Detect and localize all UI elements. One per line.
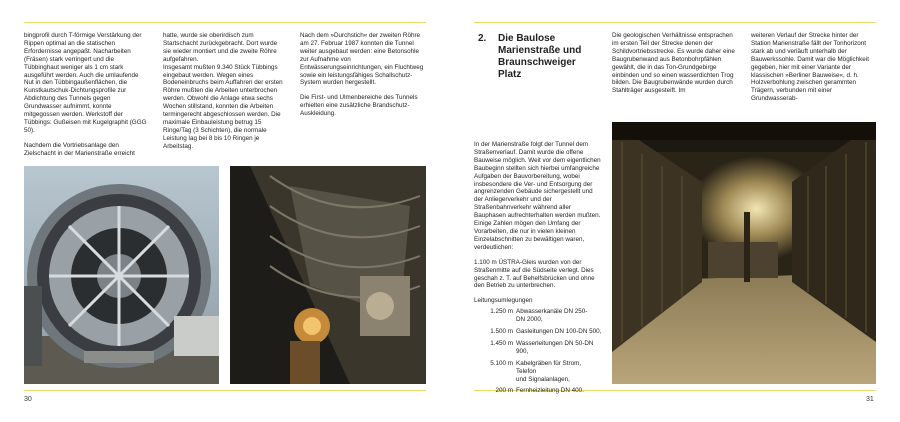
right-text-column-b bbox=[612, 32, 738, 102]
paragraph: Nach dem »Durchstich« der zweiten Röhre am 27. Februar 1987 konnten die Tunnel weiter ausgebaut werden: eine Betonsohle zur Aufnahme von Entwässerungseinrichtungen, ein Fluchtweg sowie ein leistungsfähiges Schallschutz-System wurden hergestellt. bbox=[300, 32, 424, 87]
utility-description: Fernheizleitung DN 400. bbox=[516, 387, 584, 395]
left-text-column-3 bbox=[300, 32, 426, 125]
paragraph: Insgesamt mußten 9.340 Stück Tübbings eingebaut werden. Wegen eines Bodeneinbruchs beim Auffahren der ersten Röhre mußten die Arbeiten unterbrochen werden. Obwohl die Anlage etwa sechs Wochen stillstand, konnten die Arbeiten termingerecht abgeschlossen werden. Die maximale Einbauleistung betrug 15 Ringe/Tag (3 Schichten), die normale Leistung lag bei 8 bis 10 Ringen je Arbeitstag. bbox=[163, 63, 283, 150]
right-text-column-a bbox=[474, 141, 602, 399]
photo-tunnel-interior-worker bbox=[230, 166, 426, 384]
paragraph: weiteren Verlauf der Strecke hinter der Station Marienstraße fällt der Tonhorizont stark ab und verläuft unterhalb der Bauwerkssohle. Damit war die Möglichkeit gegeben, hier mit einer Variante der klassischen »Berliner Bauweise«, d. h. Holzverbohlung zwischen gerammten Trägern, verbunden mit einer Grundwasserab- bbox=[751, 32, 869, 103]
utility-list-item bbox=[474, 340, 602, 356]
utility-quantity: 5.100 m bbox=[490, 359, 513, 367]
utility-description: Wasserleitungen DN 50-DN 900, bbox=[516, 339, 594, 355]
utility-list-item bbox=[474, 308, 602, 324]
utility-quantity: 1.250 m bbox=[490, 308, 513, 316]
left-text-column-1 bbox=[24, 32, 147, 165]
paragraph: Die First- und Ulmenbereiche des Tunnels erhielten eine zusätzliche Brandschutz-Auskleidung. bbox=[300, 94, 418, 118]
paragraph: hatte, wurde sie oberirdisch zum Startschacht zurückgebracht. Dort wurde sie wieder montiert und die zweite Röhre aufgefahren. bbox=[163, 32, 278, 63]
page-number-right: 31 bbox=[866, 396, 874, 403]
paragraph: 1.100 m ÜSTRA-Gleis wurden von der Straßenmitte auf die Südseite verlegt. Dies geschah z. T. auf Behelfsbrücken und ohne den Betrieb zu unterbrechen. bbox=[474, 258, 595, 290]
right-text-column-c bbox=[751, 32, 876, 110]
utility-list bbox=[474, 308, 602, 395]
list-heading: Leitungsumlegungen bbox=[474, 297, 533, 305]
utility-list-item bbox=[474, 387, 602, 395]
utility-quantity: 200 m bbox=[495, 387, 513, 395]
left-text-column-2 bbox=[163, 32, 286, 158]
paragraph: Die geologischen Verhältnisse entsprachen im ersten Teil der Strecke denen der Schildvortriebsstrecke. Es wurde daher eine Baugrubenwand aus Betonbohrpfählen gewählt, die in das Ton-Grundgebirge einbinden und so einen wasserdichten Trog bilden. Die Baugrubenwände wurden durch Stahlträger ausgesteift. Im bbox=[612, 32, 735, 95]
paragraph: Nachdem die Vortriebsanlage den Zielschacht in der Marienstraße erreicht bbox=[24, 141, 135, 157]
utility-list-item bbox=[474, 360, 602, 384]
photo-tunnel-boring-machine bbox=[24, 166, 219, 384]
bottom-rule-left bbox=[24, 390, 426, 391]
photo-tunnel-excavation bbox=[612, 122, 876, 384]
utility-description: Gasleitungen DN 100-DN 500, bbox=[516, 328, 602, 336]
paragraph: bingprofil durch T-förmige Verstärkung der Rippen optimal an die statischen Erfordernisse angepaßt. Nacharbeiten (Fräsen) stark verringert und die Tübbinghaut weniger als 1 cm stark ausgeführt werden. Auch die umlaufende Nut in den Tübbingaußenflächen, die Kunstkautschuk-Dichtungsprofile zur Abdichtung des Tunnels gegen Grundwasser aufnimmt, konnte mitgegossen werden. Werkstoff der Tübbings: Gußeisen mit Kugelgraphit (GGG 50). bbox=[24, 32, 147, 134]
section-number: 2. bbox=[478, 33, 487, 44]
paragraph: In der Marienstraße folgt der Tunnel dem Straßenverlauf. Damit wurde die offene Bauweise möglich. Weit vor dem eigentlichen Baubeginn stellten sich hierbei umfangreiche Aufgaben der Bauvorbereitung, wobei insbesondere die Ver- und Entsorgung der angrenzenden Gebäude sichergestellt und der Anliegerverkehr und der Straßenbahnverkehr während aller Bauphasen aufrechterhalten werden mußten. Einige Zahlen mögen den Umfang der Vorarbeiten, die nur in vielen kleinen Einzelabschnitten zu bewältigen waren, verdeutlichen: bbox=[474, 141, 601, 251]
utility-list-item bbox=[474, 328, 602, 336]
top-rule-right bbox=[474, 22, 876, 23]
top-rule-left bbox=[24, 22, 426, 23]
utility-quantity: 1.450 m bbox=[490, 339, 513, 347]
page-number-left: 30 bbox=[24, 396, 32, 403]
utility-quantity: 1.500 m bbox=[490, 328, 513, 336]
utility-description: Kabelgräben für Strom, Telefon und Signalanlagen, bbox=[516, 359, 582, 383]
utility-description: Abwasserkanäle DN 250- DN 2000, bbox=[516, 308, 588, 324]
section-title: Die Baulose Marienstraße und Braunschweiger Platz bbox=[498, 33, 582, 80]
